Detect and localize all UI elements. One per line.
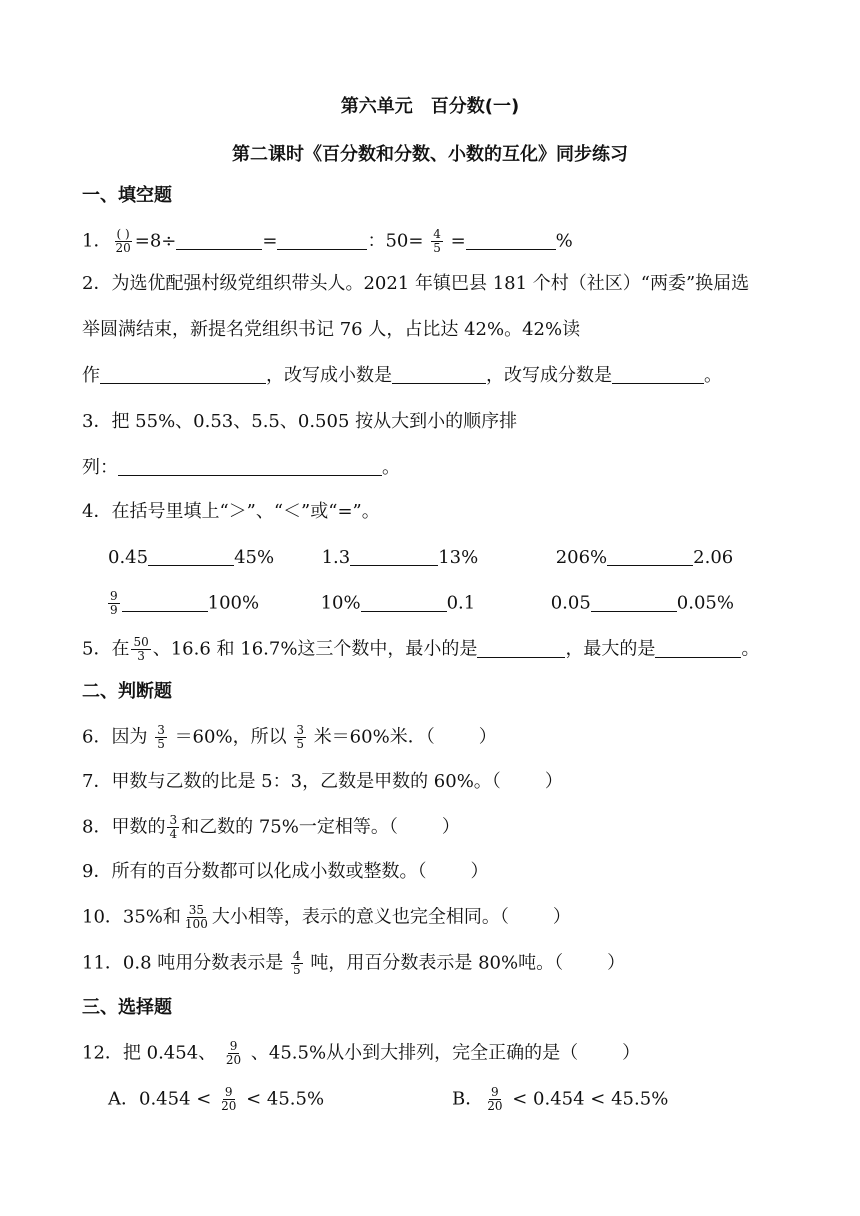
fraction — [113, 228, 132, 255]
q-text: ） — [544, 771, 563, 792]
q-text: ，改写成分数是 — [486, 365, 612, 386]
fraction — [431, 228, 443, 255]
fraction — [155, 724, 167, 751]
q-text: 10．35%和 — [82, 906, 181, 928]
q-text: 。 — [704, 365, 722, 386]
answer-blank[interactable] — [612, 365, 704, 384]
fraction-denominator: 20 — [487, 1099, 503, 1113]
q-text: 米＝60%米．（ — [313, 726, 435, 748]
q-text: 。 — [382, 457, 400, 478]
fraction-numerator: 50 — [133, 635, 149, 649]
q-text: 11．0.8 吨用分数表示是 — [82, 952, 284, 974]
q-text: 。 — [741, 638, 760, 660]
unit-title: 第六单元 百分数(一) — [340, 96, 520, 117]
question-4: 4．在括号里填上“＞”、“＜”或“=”。 — [82, 501, 380, 522]
fraction-numerator: 3 — [157, 723, 165, 737]
q-text: ：50= — [367, 230, 424, 252]
fraction — [167, 814, 179, 841]
option-a[interactable] — [108, 1086, 324, 1113]
section-fill-blank: 一、填空题 — [82, 185, 172, 206]
q-value: 0.1 — [446, 592, 476, 614]
q-text: ） — [552, 906, 571, 928]
q-text: 7．甲数与乙数的比是 5：3，乙数是甲数的 60%。（ — [82, 771, 501, 792]
option-text: < 45.5% — [246, 1088, 325, 1110]
question-2-line-2: 举圆满结束，新提名党组织书记 76 人，占比达 42%。42%读 — [82, 319, 581, 340]
q-text: 吨，用百分数表示是 80%吨。（ — [310, 952, 564, 974]
q-text: % — [555, 230, 573, 252]
option-b[interactable] — [452, 1086, 668, 1113]
answer-blank[interactable] — [607, 547, 693, 566]
q-text: 、45.5%从小到大排列，完全正确的是（ — [250, 1042, 579, 1064]
q-text: ） — [470, 861, 489, 882]
q-text: 列： — [82, 457, 118, 478]
fraction-denominator: 3 — [137, 649, 145, 663]
answer-blank[interactable] — [176, 231, 262, 250]
fraction-denominator: 5 — [296, 737, 304, 751]
q-text: ） — [622, 1042, 641, 1064]
fraction-numerator: 9 — [491, 1085, 499, 1099]
q-text: ，最大的是 — [565, 638, 656, 660]
fraction — [219, 1086, 238, 1113]
q-number: 1． — [82, 230, 112, 252]
question-4-row-1 — [108, 546, 733, 570]
q-text: 大小相等，表示的意义也完全相同。（ — [211, 906, 509, 928]
q-text: 作 — [82, 365, 100, 386]
answer-blank[interactable] — [148, 547, 234, 566]
q-text: ，改写成小数是 — [266, 365, 392, 386]
answer-blank[interactable] — [466, 231, 556, 250]
fraction-numerator: 9 — [229, 1039, 238, 1053]
q-text: =8÷ — [134, 230, 177, 252]
q-value: 0.05% — [676, 592, 734, 614]
question-5 — [82, 636, 759, 663]
fraction-numerator: 9 — [110, 589, 118, 603]
answer-blank[interactable] — [100, 365, 266, 384]
answer-blank[interactable] — [591, 593, 677, 612]
fraction — [291, 950, 303, 977]
q-text: = — [262, 230, 278, 252]
q-text: = — [450, 230, 466, 252]
question-8 — [82, 814, 460, 841]
answer-blank[interactable] — [361, 593, 447, 612]
fraction-numerator: 3 — [169, 813, 178, 827]
fraction-numerator: 4 — [433, 227, 441, 241]
q-value: 206% — [555, 547, 608, 568]
q-text: 、16.6 和 16.7%这三个数中，最小的是 — [152, 638, 478, 660]
fraction-denominator: 20 — [225, 1053, 242, 1067]
answer-blank[interactable] — [122, 593, 208, 612]
option-text: B． — [452, 1088, 484, 1110]
question-6 — [82, 724, 497, 751]
fraction-numerator: 9 — [224, 1085, 233, 1099]
answer-blank[interactable] — [655, 639, 741, 658]
q-text: ） — [478, 726, 497, 748]
fraction — [131, 636, 150, 663]
question-3-line-1: 3．把 55%、0.53、5.5、0.505 按从大到小的顺序排 — [82, 411, 518, 432]
answer-blank[interactable] — [477, 639, 565, 658]
q-text: ） — [441, 816, 460, 838]
fraction-denominator: 4 — [169, 827, 178, 841]
fraction-denominator: 20 — [115, 241, 131, 255]
answer-blank[interactable] — [392, 365, 486, 384]
section-multiple-choice: 三、选择题 — [82, 997, 172, 1018]
fraction-denominator: 5 — [157, 737, 165, 751]
q-value: 13% — [438, 547, 479, 568]
question-3-line-2 — [82, 456, 400, 480]
question-7 — [82, 770, 563, 794]
lesson-title: 第二课时《百分数和分数、小数的互化》同步练习 — [232, 144, 628, 165]
section-true-false: 二、判断题 — [82, 681, 172, 702]
fraction-numerator: 35 — [188, 903, 205, 917]
q-text: 5．在 — [82, 638, 130, 660]
q-text: 8．甲数的 — [82, 816, 166, 838]
fraction-numerator: 4 — [293, 949, 301, 963]
question-2-line-3 — [82, 364, 722, 388]
question-1 — [82, 228, 573, 255]
q-value: 10% — [320, 592, 361, 614]
q-value: 1.3 — [321, 547, 351, 568]
q-text: 12．把 0.454、 — [82, 1042, 217, 1064]
fraction — [294, 724, 306, 751]
question-2-line-1: 2．为选优配强村级党组织带头人。2021 年镇巴县 181 个村（社区）“两委”换届选 — [82, 273, 750, 294]
fraction-denominator: 100 — [184, 917, 208, 931]
question-12 — [82, 1040, 640, 1067]
fraction — [224, 1040, 243, 1067]
fraction-denominator: 20 — [221, 1099, 237, 1113]
q-text: ＝60%，所以 — [174, 726, 287, 748]
q-text: 6．因为 — [82, 726, 148, 748]
fraction-denominator: 5 — [293, 963, 301, 977]
fraction — [183, 904, 210, 931]
answer-blank[interactable] — [277, 231, 367, 250]
q-value: 2.06 — [693, 547, 734, 568]
fraction — [485, 1086, 504, 1113]
option-text: < 0.454 < 45.5% — [512, 1088, 669, 1110]
fraction-denominator: 9 — [110, 603, 118, 617]
question-11 — [82, 950, 625, 977]
question-10 — [82, 904, 571, 931]
q-value: 45% — [234, 547, 275, 568]
fraction-numerator: ( ) — [116, 227, 130, 241]
option-text: A．0.454 < — [108, 1088, 212, 1110]
fraction — [108, 590, 120, 617]
q-text: ） — [607, 952, 626, 974]
question-4-row-2 — [106, 590, 734, 617]
q-value: 0.45 — [108, 547, 149, 568]
q-text: 和乙数的 75%一定相等。（ — [181, 816, 398, 838]
q-text: 9．所有的百分数都可以化成小数或整数。（ — [82, 861, 427, 882]
answer-blank[interactable] — [350, 547, 438, 566]
q-value: 0.05 — [550, 592, 591, 614]
fraction-numerator: 3 — [296, 723, 304, 737]
q-value: 100% — [207, 592, 260, 614]
question-9 — [82, 860, 488, 884]
answer-blank[interactable] — [118, 457, 382, 476]
fraction-denominator: 5 — [433, 241, 441, 255]
